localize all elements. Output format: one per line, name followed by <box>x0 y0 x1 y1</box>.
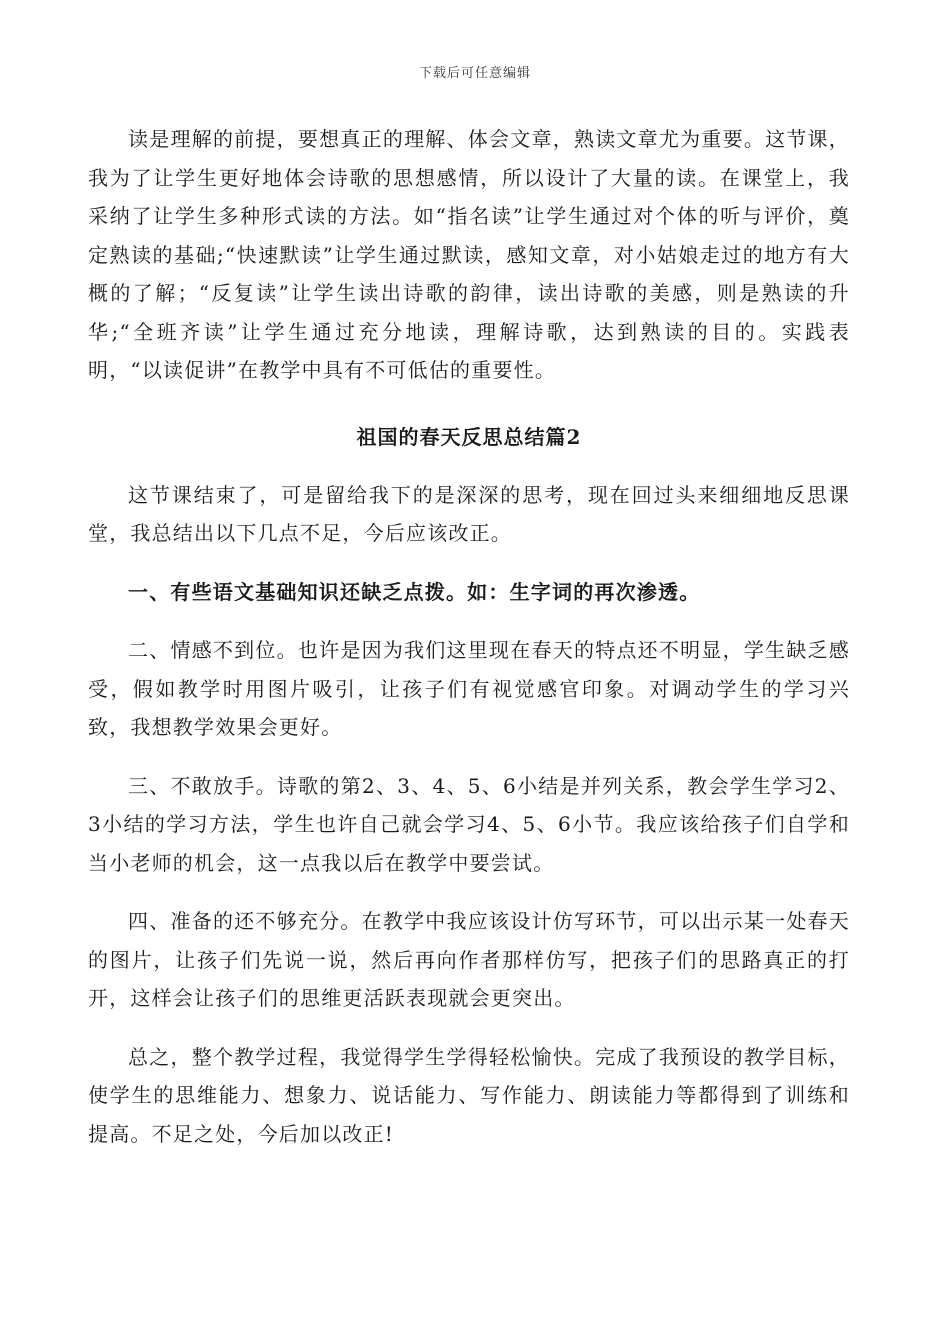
paragraph-reading-importance: 读是理解的前提，要想真正的理解、体会文章，熟读文章尤为重要。这节课，我为了让学生更好地体会诗歌的思想感情，所以设计了大量的读。在课堂上，我采纳了让学生多种形式读的方法。如“指名读”让学生通过对个体的听与评价，奠定熟读的基础;“快速默读”让学生通过默读，感知文章，对小姑娘走过的地方有大概的了解；“反复读”让学生读出诗歌的韵律，读出诗歌的美感，则是熟读的升华;“全班齐读”让学生通过充分地读，理解诗歌，达到熟读的目的。实践表明，“以读促讲”在教学中具有不可低估的重要性。 <box>88 127 850 382</box>
paragraph-reflection-intro: 这节课结束了，可是留给我下的是深深的思考，现在回过头来细细地反思课堂，我总结出以下几点不足，今后应该改正。 <box>88 482 850 545</box>
point-three: 三、不敢放手。诗歌的第2、3、4、5、6小结是并列关系，教会学生学习2、3小结的学习方法，学生也许自己就会学习4、5、6小节。我应该给孩子们自学和当小老师的机会，这一点我以后在教学中要尝试。 <box>88 773 850 875</box>
point-two: 二、情感不到位。也许是因为我们这里现在春天的特点还不明显，学生缺乏感受，假如教学时用图片吸引，让孩子们有视觉感官印象。对调动学生的学习兴致，我想教学效果会更好。 <box>88 638 850 739</box>
point-four: 四、准备的还不够充分。在教学中我应该设计仿写环节，可以出示某一处春天的图片，让孩子们先说一说，然后再向作者那样仿写，把孩子们的思路真正的打开，这样会让孩子们的思维更活跃表现就会更突出。 <box>88 909 850 1010</box>
paragraph-conclusion: 总之，整个教学过程，我觉得学生学得轻松愉快。完成了我预设的教学目标，使学生的思维能力、想象力、说话能力、写作能力、朗读能力等都得到了训练和提高。不足之处，今后加以改正! <box>88 1044 850 1146</box>
section-title: 祖国的春天反思总结篇2 <box>356 424 582 449</box>
point-one: 一、有些语文基础知识还缺乏点拨。如：生字词的再次渗透。 <box>128 579 701 604</box>
page-header-note: 下载后可任意编辑 <box>418 66 531 81</box>
document-body <box>88 120 850 1153</box>
